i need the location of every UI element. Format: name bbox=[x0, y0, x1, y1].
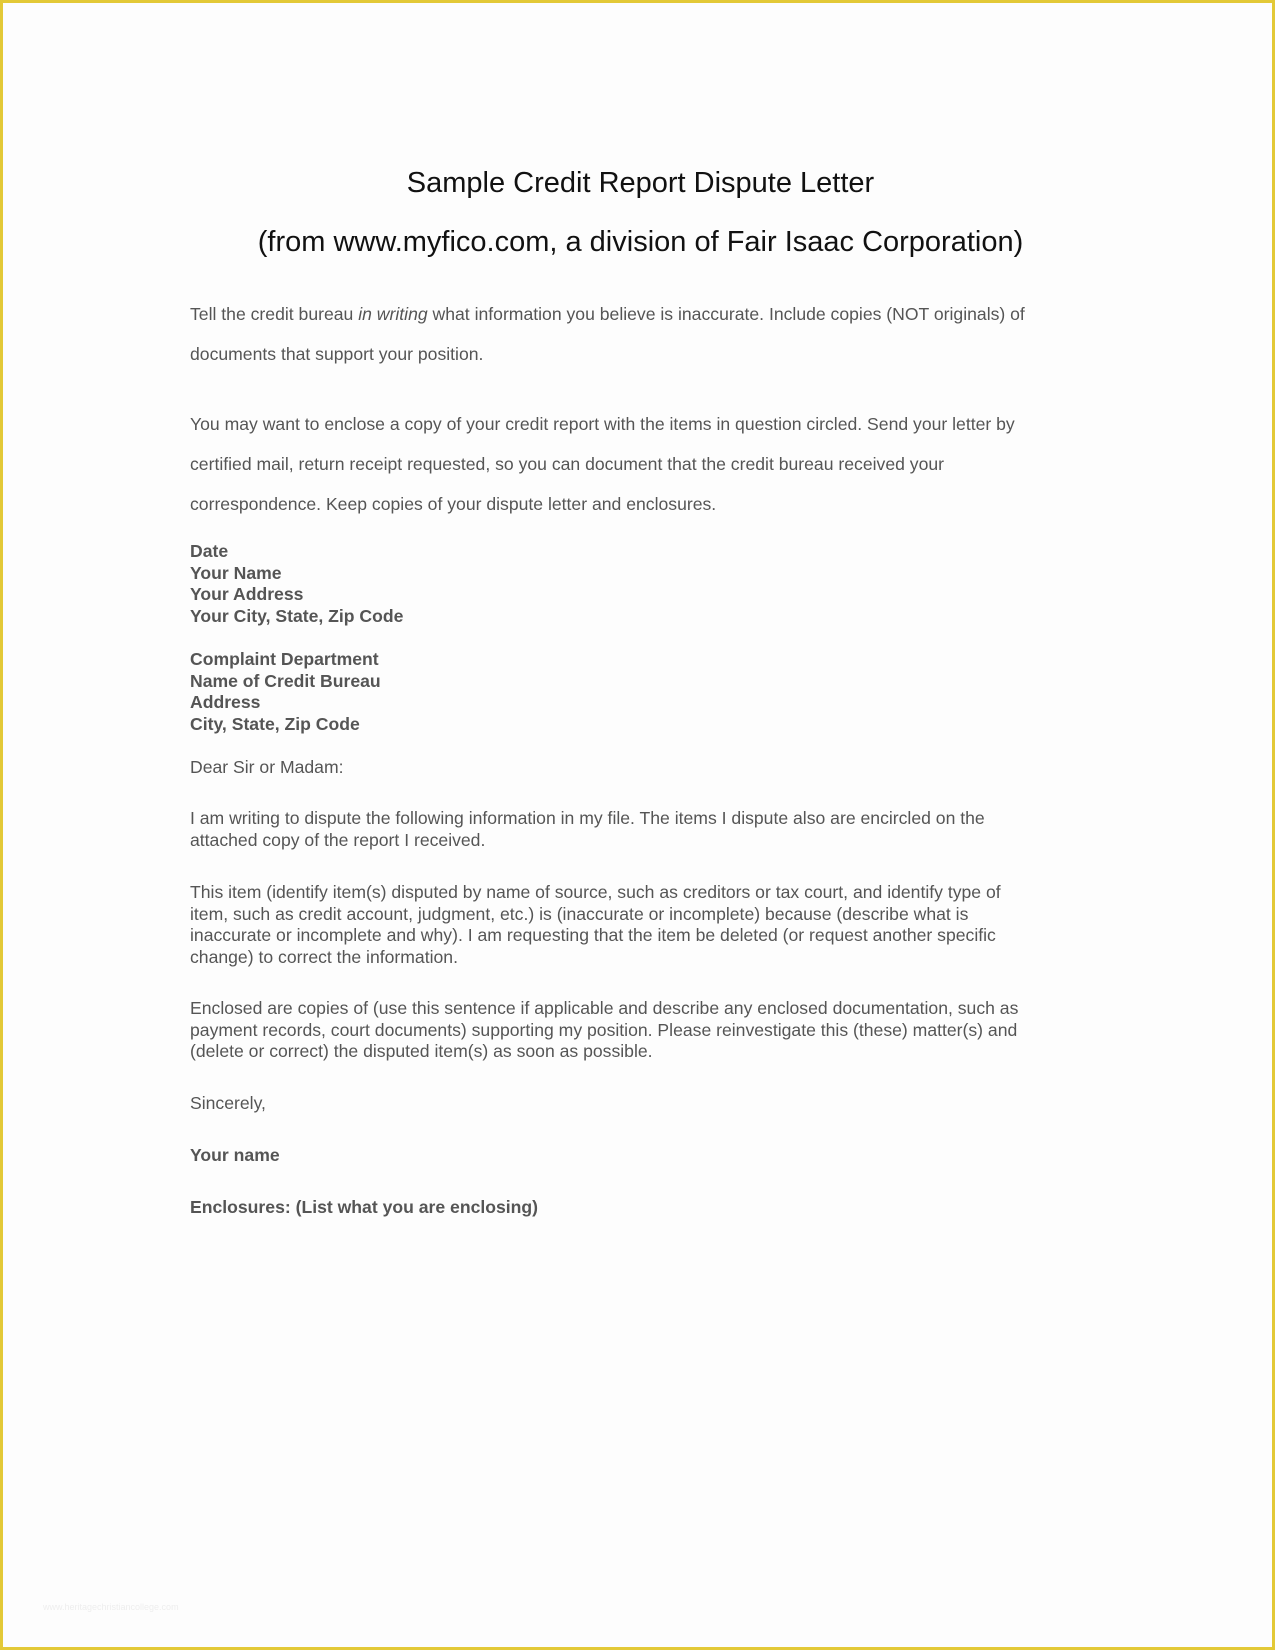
sender-line: Your Name bbox=[190, 562, 282, 583]
intro-emphasis: in writing bbox=[358, 304, 428, 324]
body-line: This item (identify item(s) disputed by name of source, such as creditors or tax court, and identify type of bbox=[190, 882, 1001, 902]
intro-paragraph-2-line: certified mail, return receipt requested, so you can document that the credit bureau received your bbox=[190, 454, 945, 474]
page-subtitle: (from www.myfico.com, a division of Fair Isaac Corporation) bbox=[257, 226, 1024, 258]
sender-line: Your City, State, Zip Code bbox=[190, 605, 404, 626]
recipient-line: City, State, Zip Code bbox=[190, 713, 360, 734]
body-line: item, such as credit account, judgment, etc.) is (inaccurate or incomplete) because (describe what is bbox=[190, 903, 969, 924]
watermark: www.heritagechristiancollege.com bbox=[43, 1602, 179, 1612]
body-line: I am writing to dispute the following information in my file. The items I dispute also are encircled on the bbox=[190, 808, 985, 828]
sender-line: Your Address bbox=[190, 584, 304, 604]
body-paragraph-3 bbox=[190, 998, 1090, 1063]
intro-paragraph-2-line: You may want to enclose a copy of your credit report with the items in question circled. Send your letter by bbox=[190, 414, 1015, 434]
body-line: inaccurate or incomplete and why). I am requesting that the item be deleted (or request another specific bbox=[190, 925, 996, 945]
intro-text: what information you believe is inaccurate. Include copies (NOT originals) of bbox=[427, 304, 1025, 324]
intro-paragraph-2-line: correspondence. Keep copies of your dispute letter and enclosures. bbox=[190, 494, 717, 514]
sender-address-block bbox=[190, 541, 1090, 627]
intro-paragraph-1-line-2: documents that support your position. bbox=[190, 344, 484, 364]
enclosures-line: Enclosures: (List what you are enclosing) bbox=[190, 1197, 539, 1217]
body-paragraph-1 bbox=[190, 808, 1090, 851]
salutation: Dear Sir or Madam: bbox=[190, 757, 344, 777]
page-title: Sample Credit Report Dispute Letter bbox=[406, 167, 875, 199]
recipient-line: Address bbox=[190, 692, 261, 712]
body-paragraph-2 bbox=[190, 882, 1090, 968]
recipient-line: Name of Credit Bureau bbox=[190, 670, 381, 691]
body-line: attached copy of the report I received. bbox=[190, 829, 486, 850]
intro-paragraph-1-line-1 bbox=[190, 303, 1025, 325]
body-line: change) to correct the information. bbox=[190, 946, 458, 967]
body-line: (delete or correct) the disputed item(s) as soon as possible. bbox=[190, 1041, 653, 1061]
closing: Sincerely, bbox=[190, 1093, 266, 1113]
signature: Your name bbox=[190, 1145, 280, 1165]
intro-text: Tell the credit bureau bbox=[190, 304, 359, 324]
recipient-line: Complaint Department bbox=[190, 649, 379, 669]
sender-line: Date bbox=[190, 541, 229, 561]
recipient-address-block bbox=[190, 649, 1090, 735]
body-line: Enclosed are copies of (use this sentence if applicable and describe any enclosed documentation, such as bbox=[190, 998, 1019, 1018]
body-line: payment records, court documents) supporting my position. Please reinvestigate this (these) matter(s) and bbox=[190, 1019, 1018, 1040]
